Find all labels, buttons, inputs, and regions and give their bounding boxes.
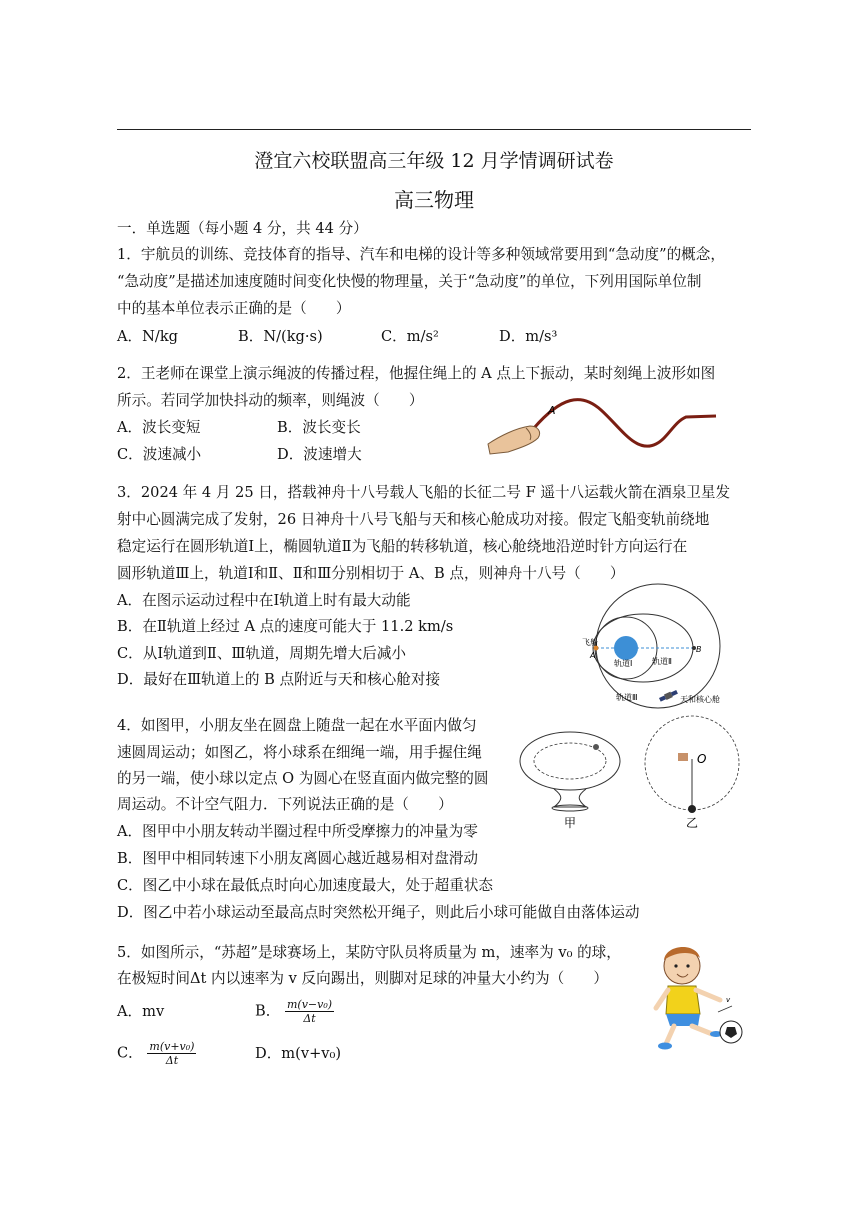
q4-line1: 4．如图甲，小朋友坐在圆盘上随盘一起在水平面内做匀: [117, 717, 477, 734]
q5-option-a: A．mv: [117, 1003, 165, 1020]
point-a-label: A: [548, 404, 556, 417]
q2-option-b: B．波长变长: [277, 419, 361, 436]
q5-option-b-numerator: m(v−v₀): [286, 998, 333, 1011]
ship-label: 飞船: [582, 638, 598, 647]
q1-line1: 1．宇航员的训练、竞技体育的指导、汽车和电梯的设计等多种领域常要用到“急动度”的概念，: [117, 246, 725, 263]
q3-option-b: B．在Ⅱ轨道上经过 A 点的速度可能大于 11.2 km/s: [117, 618, 454, 635]
figure-jia-label: 甲: [564, 816, 577, 830]
orbit-figure: [560, 582, 760, 710]
subject-title: 高三物理: [394, 188, 474, 212]
q5-option-b-fraction: [285, 998, 334, 1025]
q2-line2: 所示。若同学加快抖动的频率，则绳波（ ）: [117, 392, 424, 409]
q5-line2: 在极短时间Δt 内以速率为 v 反向踢出，则脚对足球的冲量大小约为（ ）: [117, 970, 608, 987]
q3-line1: 3．2024 年 4 月 25 日，搭载神舟十八号载人飞船的长征二号 F 遥十八运载火箭在酒泉卫星发: [117, 484, 731, 501]
rope-wave-icon: [534, 400, 716, 447]
q3-option-d: D．最好在Ⅲ轨道上的 B 点附近与天和核心舱对接: [117, 671, 441, 688]
point-b-label: B: [696, 645, 702, 654]
orbit-2-label: 轨道Ⅱ: [652, 657, 672, 666]
q3-line3: 稳定运行在圆形轨道Ⅰ上，椭圆轨道Ⅱ为飞船的转移轨道，核心舱绕地沿逆时针方向运行在: [117, 538, 688, 555]
q4-option-d: D．图乙中若小球运动至最高点时突然松开绳子，则此后小球可能做自由落体运动: [117, 904, 640, 921]
q1-option-b: B．N/(kg·s): [238, 328, 323, 345]
ball-icon: [688, 805, 696, 813]
soccer-player-figure: [650, 938, 750, 1056]
q5-option-c-numerator: m(v+v₀): [149, 1040, 195, 1053]
header-rule: [117, 129, 751, 130]
q2-option-a: A．波长变短: [117, 419, 201, 436]
q1-option-c: C．m/s²: [381, 328, 439, 345]
q4-option-c: C．图乙中小球在最低点时向心加速度最大，处于超重状态: [117, 877, 494, 894]
q4-line4: 周运动。不计空气阻力．下列说法正确的是（ ）: [117, 796, 453, 813]
q5-option-d: D．m(v+v₀): [255, 1045, 342, 1062]
q1-option-a: A．N/kg: [117, 328, 179, 345]
section-heading: 一．单选题（每小题 4 分，共 44 分）: [117, 220, 368, 237]
q1-option-d: D．m/s³: [499, 328, 558, 345]
velocity-label: v: [726, 996, 731, 1004]
q5-option-c-denominator: Δt: [165, 1054, 179, 1067]
rope-wave-figure: [486, 392, 718, 458]
q3-line4: 圆形轨道Ⅲ上，轨道Ⅰ和Ⅱ、Ⅱ和Ⅲ分别相切于 A、B 点，则神舟十八号（ ）: [117, 565, 625, 582]
station-label: 天和核心舱: [680, 695, 720, 704]
exam-title: 澄宜六校联盟高三年级 12 月学情调研试卷: [254, 150, 614, 172]
velocity-arrow-icon: [718, 1006, 732, 1012]
rotation-figures: [518, 715, 750, 833]
player-shorts-icon: [666, 1014, 700, 1026]
orbit-1-label: 轨道Ⅰ: [614, 659, 633, 668]
q5-line1: 5．如图所示，“苏超”是球赛场上，某防守队员将质量为 m，速率为 v₀ 的球，: [117, 944, 621, 961]
turntable-icon: [520, 732, 620, 790]
figure-yi-label: 乙: [686, 816, 699, 830]
hand-icon: [488, 426, 540, 454]
point-o-label: O: [697, 752, 707, 766]
q5-option-b: [255, 998, 334, 1025]
station-icon: [659, 689, 679, 702]
q3-line2: 射中心圆满完成了发射，26 日神舟十八号飞船与天和核心舱成功对接。假定飞船变轨前绕地: [117, 511, 710, 528]
q4-option-b: B．图甲中相同转速下小朋友离圆心越近越易相对盘滑动: [117, 850, 478, 867]
q2-line1: 2．王老师在课堂上演示绳波的传播过程，他握住绳上的 A 点上下振动，某时刻绳上波形如图: [117, 365, 716, 382]
q3-option-c: C．从Ⅰ轨道到Ⅱ、Ⅲ轨道，周期先增大后减小: [117, 645, 407, 662]
child-icon: [593, 744, 599, 750]
q4-line3: 的另一端，使小球以定点 O 为圆心在竖直面内做完整的圆: [117, 770, 489, 787]
q1-line3: 中的基本单位表示正确的是（ ）: [117, 300, 351, 317]
q5-option-b-prefix: B．: [255, 1002, 281, 1020]
q4-line2: 速圆周运动；如图乙，将小球系在细绳一端，用手握住绳: [117, 744, 482, 761]
q1-line2: “急动度”是描述加速度随时间变化快慢的物理量，关于“急动度”的单位，下列用国际单位制: [117, 273, 702, 290]
q5-option-b-denominator: Δt: [303, 1012, 316, 1025]
q4-option-a: A．图甲中小朋友转动半圈过程中所受摩擦力的冲量为零: [117, 823, 478, 840]
q5-option-c: [117, 1040, 196, 1067]
q2-option-d: D．波速增大: [277, 446, 362, 463]
orbit-3-label: 轨道Ⅲ: [616, 693, 638, 702]
q5-option-c-prefix: C．: [117, 1044, 143, 1062]
q2-option-c: C．波速减小: [117, 446, 202, 463]
point-a-label: A: [590, 651, 596, 660]
q3-option-a: A．在图示运动过程中在Ⅰ轨道上时有最大动能: [117, 592, 411, 609]
q5-option-c-fraction: [147, 1040, 196, 1067]
hand-icon: [678, 753, 688, 761]
